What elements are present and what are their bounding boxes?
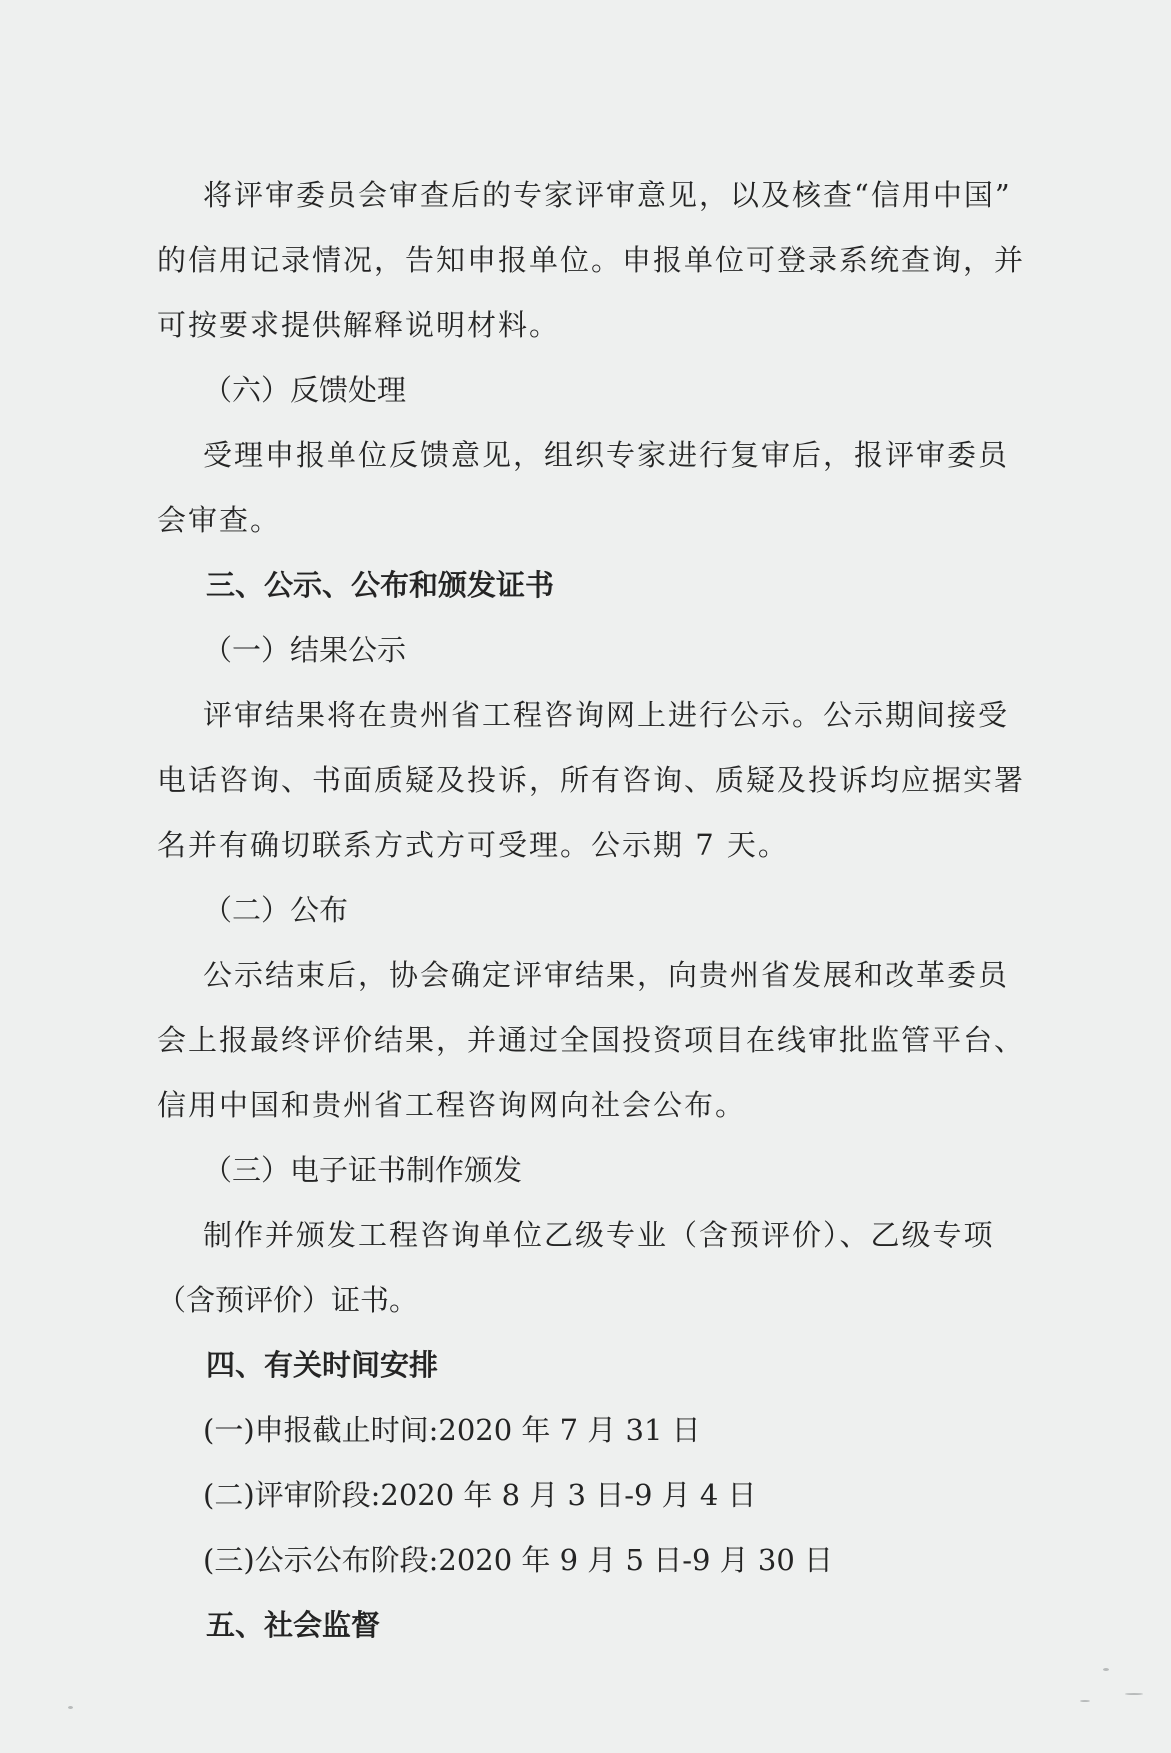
paragraph-line: 制作并颁发工程咨询单位乙级专业（含预评价）、乙级专项 <box>203 1218 995 1252</box>
section-heading-publicity: 三、公示、公布和颁发证书 <box>206 568 555 602</box>
scan-speck <box>1103 1668 1109 1671</box>
paragraph-line: 公示结束后，协会确定评审结果，向贵州省发展和改革委员 <box>203 958 1010 992</box>
paragraph-line: 可按要求提供解释说明材料。 <box>157 308 561 342</box>
paragraph-line: 评审结果将在贵州省工程咨询网上进行公示。公示期间接受 <box>203 698 1010 732</box>
paragraph-line: 名并有确切联系方式方可受理。公示期 7 天。 <box>157 828 789 862</box>
paragraph-line: 的信用记录情况，告知申报单位。申报单位可登录系统查询，并 <box>157 243 1026 277</box>
subheading-result-publicity: （一）结果公示 <box>203 633 407 667</box>
paragraph-line: 受理申报单位反馈意见，组织专家进行复审后，报评审委员 <box>203 438 1010 472</box>
schedule-item-review: (二)评审阶段:2020 年 8 月 3 日-9 月 4 日 <box>203 1478 757 1512</box>
scan-speck <box>68 1706 73 1709</box>
subheading-announcement: （二）公布 <box>203 893 349 927</box>
document-body <box>157 163 1026 1658</box>
paragraph-line: 会上报最终评价结果，并通过全国投资项目在线审批监管平台、 <box>157 1023 1026 1057</box>
paragraph-line: 电话咨询、书面质疑及投诉，所有咨询、质疑及投诉均应据实署 <box>157 763 1026 797</box>
paragraph-line: 将评审委员会审查后的专家评审意见，以及核查“信用中国” <box>203 178 1012 212</box>
scan-speck <box>1080 1700 1090 1702</box>
subheading-certificate: （三）电子证书制作颁发 <box>203 1153 523 1187</box>
scan-speck <box>1125 1693 1143 1695</box>
schedule-item-publicity: (三)公示公布阶段:2020 年 9 月 5 日-9 月 30 日 <box>203 1543 834 1577</box>
schedule-item-deadline: (一)申报截止时间:2020 年 7 月 31 日 <box>203 1413 701 1447</box>
paragraph-line: 信用中国和贵州省工程咨询网向社会公布。 <box>157 1088 747 1122</box>
section-heading-supervision: 五、社会监督 <box>206 1608 381 1642</box>
paragraph-line: （含预评价）证书。 <box>157 1283 419 1317</box>
subheading-feedback: （六）反馈处理 <box>203 373 407 407</box>
paragraph-line: 会审查。 <box>157 503 282 537</box>
section-heading-schedule: 四、有关时间安排 <box>206 1348 439 1382</box>
